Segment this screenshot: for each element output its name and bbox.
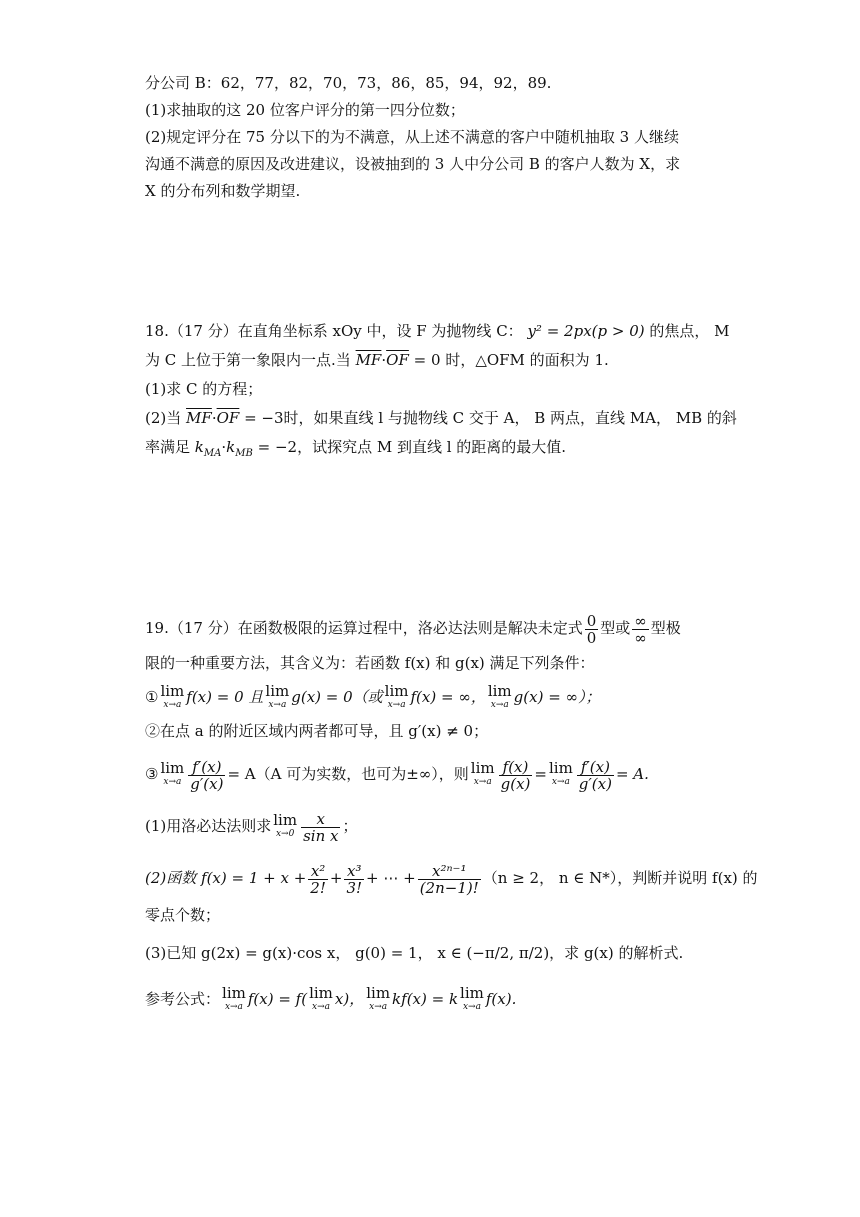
q18-part-1: (1)求 C 的方程；	[145, 380, 263, 398]
q18-line2-suffix: 时，△OFM 的面积为 1.	[445, 351, 609, 369]
lim-word: lim	[273, 811, 298, 829]
p2-text: （n ≥ 2， n ∈ N*），判断并说明 f(x) 的	[482, 869, 758, 887]
slope-sub-ma: MA	[203, 448, 222, 459]
q19-condition-3	[145, 752, 730, 796]
lim-word: lim	[160, 682, 185, 700]
q18-head-tail: 的焦点， M	[649, 322, 730, 340]
lim-x-to-a	[385, 684, 409, 712]
c3-equals: =	[534, 765, 547, 783]
lim-x-to-a	[549, 761, 573, 789]
q18-part2-text: 时，如果直线 l 与抛物线 C 交于 A， B 两点，直线 MA， MB 的斜	[283, 409, 737, 427]
lim-sub: x→a	[224, 1002, 243, 1012]
lim-word: lim	[470, 759, 495, 777]
fraction-fp-over-gp	[188, 759, 225, 792]
lim-sub: x→a	[163, 700, 182, 710]
c3-text: = A（A 可为实数，也可为±∞），则	[227, 765, 469, 783]
q19-part-2-cont: 零点个数；	[145, 906, 221, 924]
q18-slope-prefix: 率满足	[145, 438, 191, 456]
lim-sub: x→a	[312, 1002, 330, 1012]
frac-num: ∞	[634, 611, 647, 630]
fraction-zero-over-zero	[585, 613, 599, 646]
q19-head: 19.（17 分）在函数极限的运算过程中，洛必达法则是解决未定式	[145, 619, 583, 637]
ref-1-a: f(x) = f(	[247, 990, 308, 1008]
c3-result: = A.	[615, 765, 649, 783]
frac-den: 0	[586, 628, 597, 647]
q19-condition-1	[145, 682, 730, 712]
lim-sub: x→a	[473, 777, 492, 787]
frac-num: f(x)	[499, 759, 533, 776]
ref-1-b: x)，	[334, 990, 365, 1008]
lim-x-to-a	[366, 986, 390, 1014]
q18-parabola-eq: y² = 2px(p > 0)	[527, 322, 645, 340]
fraction-fx-over-gx	[499, 759, 533, 792]
lim-sub: x→a	[163, 777, 182, 787]
fraction-inf-over-inf	[632, 613, 649, 646]
fraction-fp-over-gp	[577, 759, 614, 792]
q18-part-2-cont	[145, 436, 730, 465]
frac-num: f′(x)	[188, 759, 225, 776]
p2-function: (2)函数 f(x) = 1 + x +	[145, 869, 307, 887]
vector-of: $\overline{OF}$	[386, 351, 409, 369]
c1-gx-inf: g(x) = ∞）；	[513, 688, 601, 706]
ref-2-a: kf(x) = k	[392, 990, 459, 1008]
q18-line-1	[145, 320, 730, 342]
q19-line-1	[145, 608, 730, 648]
q17-line-1: 分公司 B：62，77，82，70，73，86，85，94，92，89.	[145, 74, 552, 92]
dot-operator: ·	[381, 351, 387, 369]
p1-end: ；	[342, 817, 358, 835]
lim-word: lim	[487, 682, 512, 700]
lim-x-to-a	[222, 986, 246, 1014]
q19-part-1	[145, 806, 730, 846]
circled-3: ③	[145, 765, 159, 783]
vector-mf: $\overline{MF}$	[186, 409, 212, 427]
lim-word: lim	[222, 984, 246, 1002]
q18-head: 18.（17 分）在直角坐标系 xOy 中，设 F 为抛物线 C：	[145, 322, 523, 340]
vector-mf: $\overline{MF}$	[355, 351, 382, 369]
plus: +	[329, 869, 343, 887]
c1-fx-inf: f(x) = ∞，	[410, 688, 486, 706]
lim-word: lim	[265, 682, 290, 700]
dot-operator: ·	[221, 438, 227, 456]
lim-sub: x→a	[462, 1002, 481, 1012]
lim-x-to-0	[273, 813, 297, 841]
dot-operator: ·	[211, 409, 217, 427]
lim-word: lim	[366, 984, 391, 1002]
c1-fx-zero: f(x) = 0 且	[186, 688, 264, 706]
fraction-x3-over-3fact	[344, 863, 364, 896]
slope-sub-mb: MB	[235, 448, 253, 459]
lim-sub: x→a	[268, 700, 287, 710]
frac-num: x²	[308, 863, 328, 880]
lim-x-to-a	[265, 684, 289, 712]
frac-den: (2n−1)!	[419, 878, 479, 897]
lim-x-to-a	[488, 684, 512, 712]
q18-cond1: = 0	[413, 351, 441, 369]
q18-slope-eq: = −2	[257, 438, 298, 456]
fraction-x-over-sinx	[301, 811, 340, 844]
q18-cond2: = −3	[244, 409, 284, 427]
frac-num: x³	[344, 863, 364, 880]
frac-den: 3!	[346, 878, 363, 897]
frac-den: ∞	[634, 628, 647, 647]
frac-den: sin x	[303, 826, 339, 845]
q17-line-4: 沟通不满意的原因及改进建议，设被抽到的 3 人中分公司 B 的客户人数为 X，求	[145, 155, 681, 173]
q19-part-3: (3)已知 g(2x) = g(x)·cos x， g(0) = 1， x ∈ (−π/2, π/2)，求 g(x) 的解析式.	[145, 944, 684, 962]
fraction-x2n1-over-fact	[418, 863, 481, 896]
q17-line-3: (2)规定评分在 75 分以下的为不满意，从上述不满意的客户中随机抽取 3 人继续	[145, 128, 679, 146]
q17-line-2: (1)求抽取的这 20 位客户评分的第一四分位数；	[145, 101, 465, 119]
q19-part-2	[145, 856, 758, 900]
q18-line2-prefix: 为 C 上位于第一象限内一点.当	[145, 351, 351, 369]
p1-text: (1)用洛必达法则求	[145, 817, 272, 835]
frac-den: g′(x)	[190, 774, 224, 793]
lim-x-to-a	[460, 986, 484, 1014]
lim-sub: x→0	[275, 829, 295, 839]
lim-sub: x→a	[490, 700, 509, 710]
frac-den: g(x)	[500, 774, 531, 793]
q19-line-2: 限的一种重要方法，其含义为：若函数 f(x) 和 g(x) 满足下列条件：	[145, 654, 595, 672]
frac-num: f′(x)	[577, 759, 614, 776]
lim-word: lim	[309, 984, 333, 1002]
slope-k: k	[226, 438, 236, 456]
circled-1: ①	[145, 688, 159, 706]
c1-gx-zero: g(x) = 0（或	[291, 688, 383, 706]
q19-reference	[145, 984, 730, 1014]
q18-line-2	[145, 349, 730, 371]
lim-word: lim	[548, 759, 573, 777]
q18-part-2	[145, 407, 737, 429]
q18-part2-prefix: (2)当	[145, 409, 182, 427]
frac-num: x²ⁿ⁻¹	[418, 863, 481, 880]
frac-num: 0	[586, 611, 597, 630]
ref-label: 参考公式：	[145, 990, 221, 1008]
lim-word: lim	[460, 984, 484, 1002]
fraction-x2-over-2fact	[308, 863, 328, 896]
lim-x-to-a	[160, 761, 184, 789]
frac-den: g′(x)	[578, 774, 612, 793]
lim-word: lim	[160, 759, 185, 777]
lim-sub: x→a	[387, 700, 406, 710]
lim-x-to-a	[160, 684, 184, 712]
slope-k: k	[194, 438, 204, 456]
vector-of: $\overline{OF}$	[216, 409, 240, 427]
plus-dots: + ⋯ +	[366, 869, 416, 887]
q18-slope-suffix: ，试探究点 M 到直线 l 的距离的最大值.	[297, 438, 567, 456]
q17-line-5: X 的分布列和数学期望.	[145, 182, 301, 200]
lim-sub: x→a	[369, 1002, 388, 1012]
ref-2-b: f(x).	[485, 990, 517, 1008]
lim-word: lim	[384, 682, 409, 700]
frac-den: 2!	[310, 878, 326, 897]
frac-num: x	[301, 811, 340, 828]
q19-head-end: 型极	[650, 619, 681, 637]
lim-x-to-a	[471, 761, 495, 789]
q19-condition-2: ②在点 a 的附近区域内两者都可导，且 g′(x) ≠ 0；	[145, 722, 489, 740]
q19-head-mid: 型或	[600, 619, 631, 637]
lim-x-to-a	[309, 986, 333, 1014]
lim-sub: x→a	[551, 777, 570, 787]
